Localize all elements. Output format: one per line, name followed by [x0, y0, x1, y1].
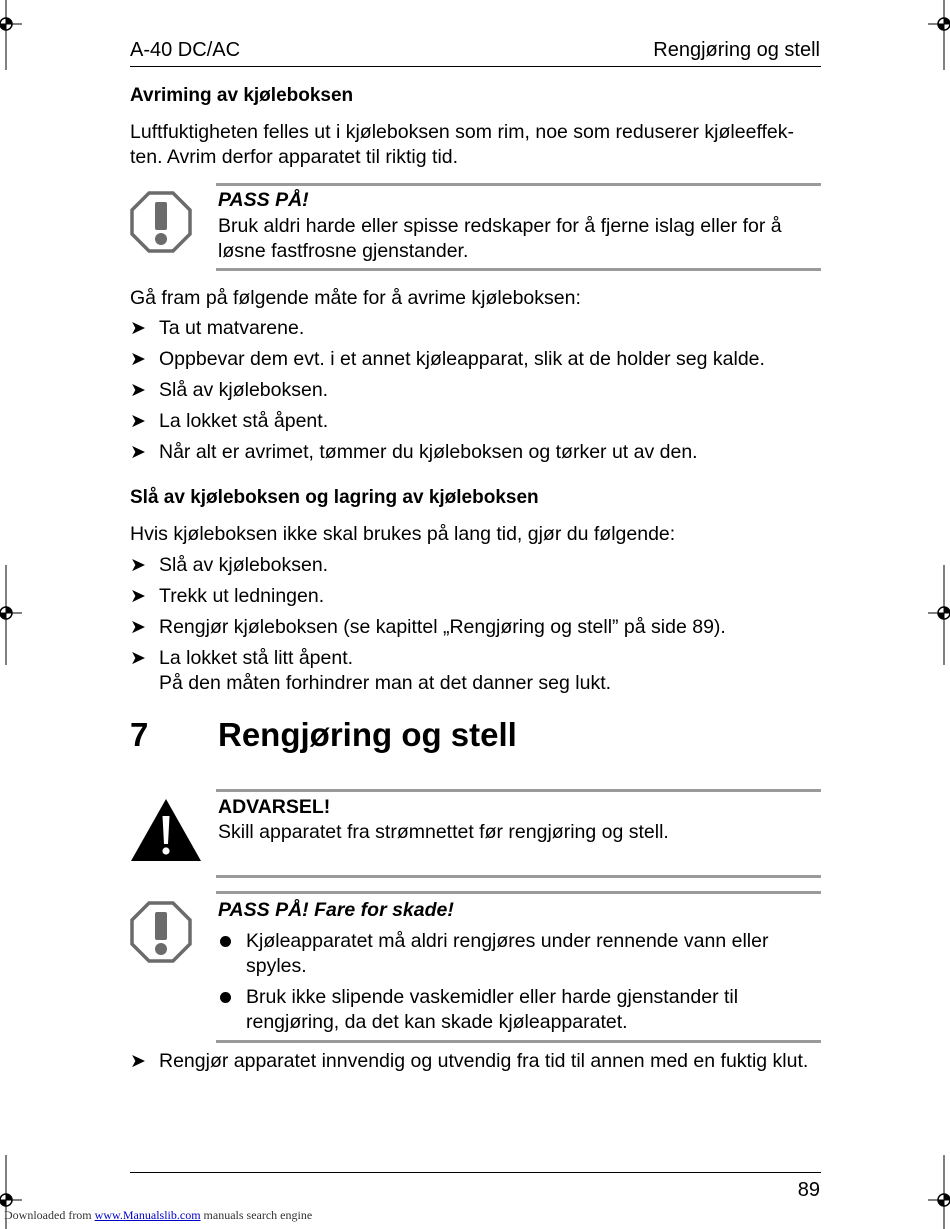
arrow-bullet-icon: ➤: [130, 648, 146, 669]
arrow-bullet-icon: ➤: [130, 555, 146, 576]
manualslib-link[interactable]: www.Manualslib.com: [94, 1208, 201, 1222]
bullet-dot-icon: [220, 936, 231, 947]
chapter-number: 7: [130, 716, 149, 753]
list-item: Bruk ikke slipende vaskemidler eller harde gjenstander til rengjøring, da det kan skade kjøleapparatet.: [218, 985, 818, 1035]
caution-title: PASS PÅ!: [218, 189, 309, 211]
list-item: ➤ Rengjør kjøleboksen (se kapittel „Rengjøring og stell” på side 89).: [130, 616, 726, 638]
heading-defrost: Avriming av kjøleboksen: [130, 85, 354, 106]
warning-rule-top: [216, 789, 821, 792]
chapter-title: Rengjøring og stell: [218, 716, 517, 753]
header-rule: [130, 66, 821, 67]
list-item: ➤ Slå av kjøleboksen.: [130, 554, 329, 576]
crop-mark-icon: [0, 565, 30, 665]
arrow-bullet-icon: ➤: [130, 349, 146, 370]
warning-triangle-icon: [130, 798, 202, 862]
list-item: ➤ Ta ut matvarene.: [130, 317, 305, 339]
download-note: Downloaded from www.Manualslib.com manuals search engine: [4, 1208, 313, 1222]
list-item: ➤ Rengjør apparatet innvendig og utvendig fra tid til annen med en fuktig klut.: [130, 1050, 809, 1072]
arrow-bullet-icon: ➤: [130, 380, 146, 401]
heading-storage: Slå av kjøleboksen og lagring av kjøleboksen: [130, 487, 539, 508]
warning-text: Skill apparatet fra strømnettet før rengjøring og stell.: [218, 821, 669, 843]
caution-title-injury: PASS PÅ! Fare for skade!: [218, 899, 454, 921]
list-item: ➤ La lokket stå litt åpent. På den måten forhindrer man at det danner seg lukt.: [130, 647, 612, 694]
arrow-bullet-icon: ➤: [130, 617, 146, 638]
crop-mark-icon: [920, 0, 950, 70]
caution-text: Bruk aldri harde eller spisse redskaper for å fjerne islag eller for å løsne fastfrosne gjenstander.: [218, 215, 782, 262]
list-item: ➤ La lokket stå åpent.: [130, 410, 329, 432]
caution-rule-top: [216, 891, 821, 894]
footer-rule: [130, 1172, 821, 1173]
warning-rule-bottom: [216, 875, 821, 878]
storage-lead: Hvis kjøleboksen ikke skal brukes på lang tid, gjør du følgende:: [130, 523, 676, 545]
defrost-lead: Gå fram på følgende måte for å avrime kjøleboksen:: [130, 287, 581, 309]
crop-mark-icon: [920, 1155, 950, 1229]
arrow-bullet-icon: ➤: [130, 442, 146, 463]
caution-bullets: [218, 929, 818, 1041]
list-item: Kjøleapparatet må aldri rengjøres under rennende vann eller spyles.: [218, 929, 818, 979]
arrow-bullet-icon: ➤: [130, 1051, 146, 1072]
caution-octagon-icon: [130, 191, 192, 253]
note-rule-bottom: [216, 268, 821, 271]
bullet-dot-icon: [220, 992, 231, 1003]
page-number: 89: [797, 1179, 820, 1201]
cleaning-steps: [130, 1049, 822, 1080]
header-model: A-40 DC/AC: [130, 39, 241, 61]
warning-title: ADVARSEL!: [218, 796, 331, 818]
caution-octagon-icon: [130, 901, 192, 963]
note-rule-top: [216, 183, 821, 186]
storage-steps: [130, 553, 822, 702]
arrow-bullet-icon: ➤: [130, 318, 146, 339]
arrow-bullet-icon: ➤: [130, 411, 146, 432]
list-item: ➤ Når alt er avrimet, tømmer du kjøleboksen og tørker ut av den.: [130, 441, 698, 463]
list-item: ➤ Trekk ut ledningen.: [130, 585, 325, 607]
arrow-bullet-icon: ➤: [130, 586, 146, 607]
header-section-title: Rengjøring og stell: [653, 39, 820, 61]
caution-rule-bottom: [216, 1040, 821, 1043]
crop-mark-icon: [0, 0, 30, 70]
defrost-intro: Luftfuktigheten felles ut i kjøleboksen som rim, noe som reduserer kjøleeffek-ten. Avrim derfor apparatet til riktig tid.: [130, 121, 795, 168]
crop-mark-icon: [920, 565, 950, 665]
list-item: ➤ Oppbevar dem evt. i et annet kjøleapparat, slik at de holder seg kalde.: [130, 348, 765, 370]
defrost-steps: [130, 316, 822, 471]
list-item: ➤ Slå av kjøleboksen.: [130, 379, 329, 401]
